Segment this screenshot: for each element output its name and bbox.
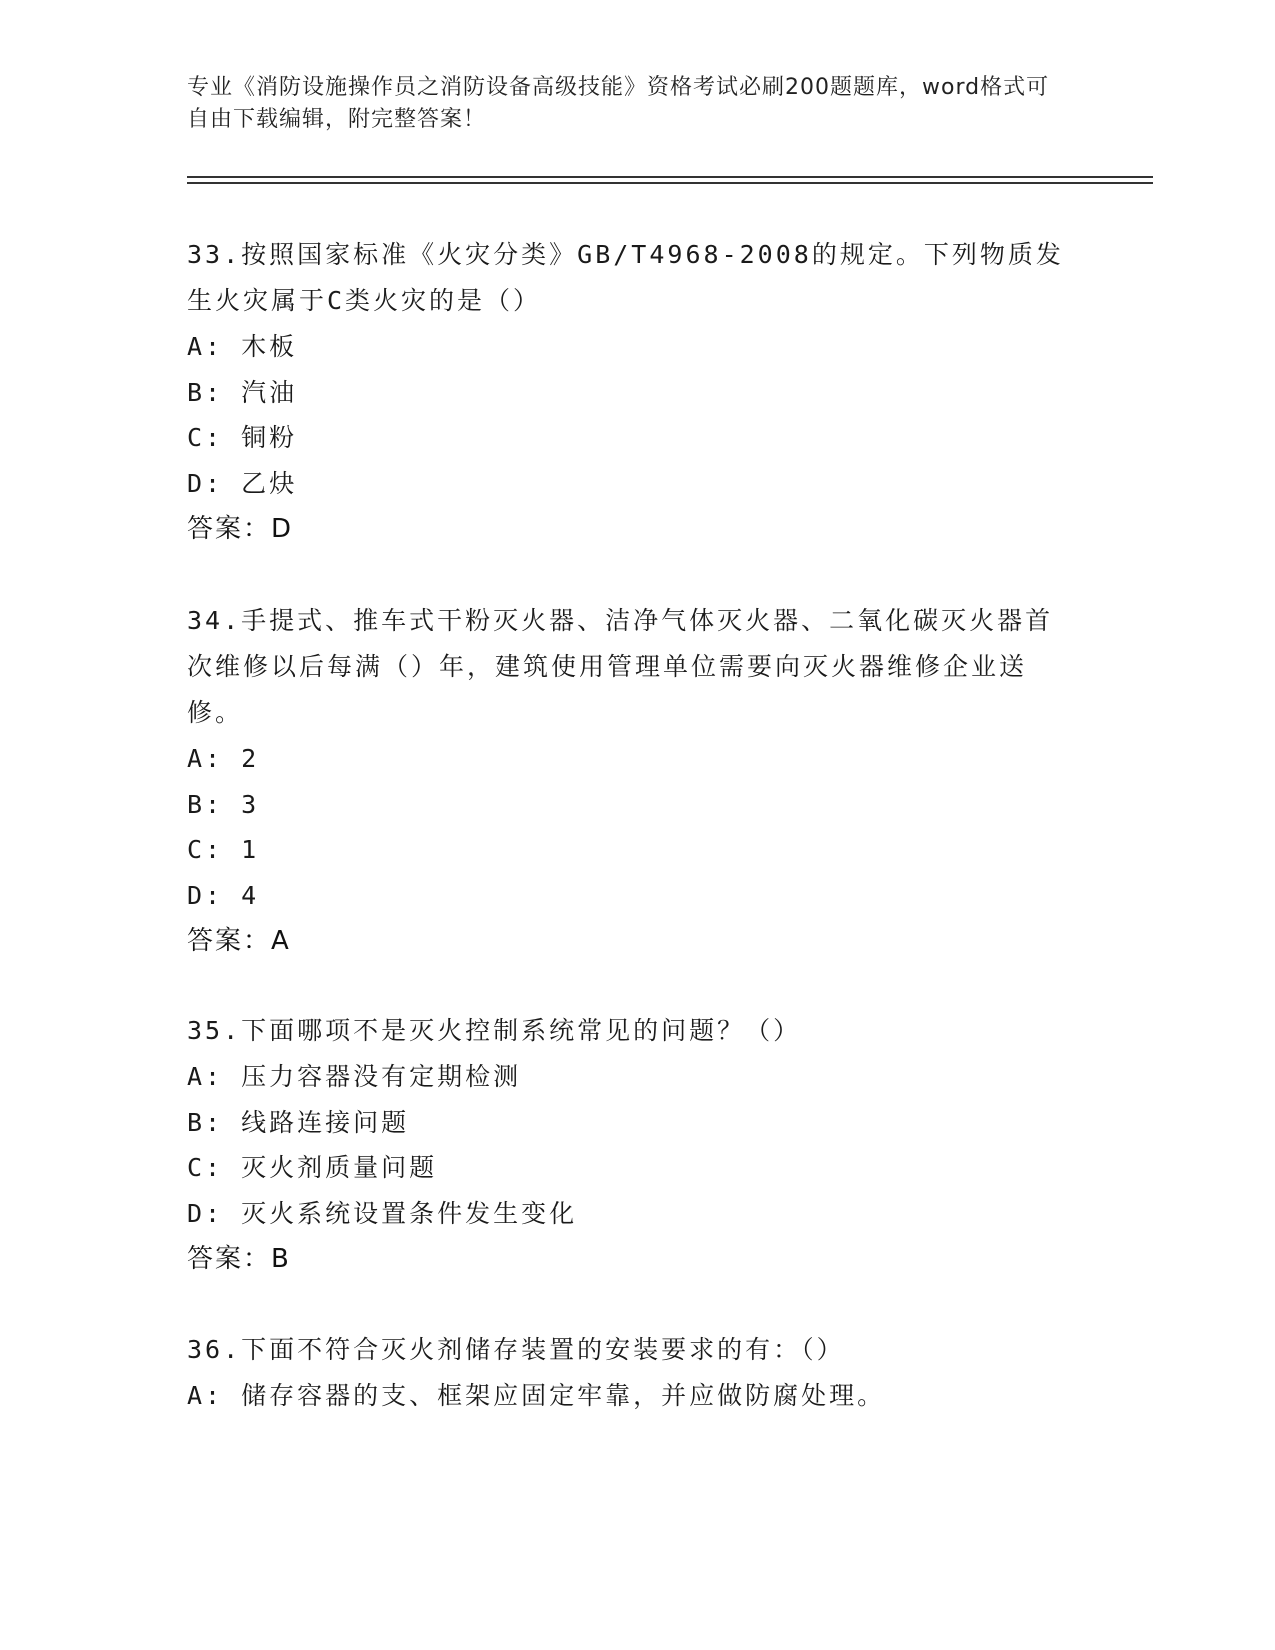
option-d — [187, 461, 1067, 507]
option-text: 3 — [241, 789, 260, 819]
header-text: 专业《消防设施操作员之消防设备高级技能》资格考试必刷200题题库，word格式可自由下载编辑，附完整答案！ — [187, 75, 1050, 132]
option-letter: D: — [187, 468, 224, 498]
option-b — [187, 1100, 1067, 1146]
answer: 答案：B — [187, 1244, 291, 1274]
question-36 — [187, 1327, 1067, 1419]
option-letter: A: — [187, 1062, 224, 1091]
question-34 — [187, 598, 1067, 964]
option-letter: B: — [187, 789, 224, 819]
question-35 — [187, 1008, 1067, 1282]
option-letter: C: — [187, 423, 224, 452]
option-letter: B: — [187, 1107, 224, 1137]
option-d — [187, 1191, 1067, 1237]
header-divider-bottom — [187, 182, 1153, 184]
question-33 — [187, 232, 1067, 552]
header-divider-top — [187, 176, 1153, 178]
option-text: 1 — [241, 835, 260, 864]
option-text: 乙炔 — [241, 468, 298, 498]
option-text: 储存容器的支、框架应固定牢靠，并应做防腐处理。 — [241, 1381, 886, 1410]
option-d — [187, 873, 1067, 919]
option-text: 压力容器没有定期检测 — [241, 1062, 522, 1091]
answer: 答案：A — [187, 926, 291, 956]
option-a — [187, 1054, 1067, 1100]
option-a — [187, 1373, 1067, 1419]
option-c — [187, 1145, 1067, 1191]
option-a — [187, 736, 1067, 782]
option-letter: A: — [187, 744, 224, 773]
option-letter: C: — [187, 1153, 224, 1182]
option-text: 2 — [241, 744, 260, 773]
option-text: 4 — [241, 880, 260, 910]
document-header — [187, 72, 1067, 136]
option-c — [187, 827, 1067, 873]
option-letter: A: — [187, 332, 224, 361]
question-stem: 36.下面不符合灭火剂储存装置的安装要求的有：（） — [187, 1335, 845, 1364]
option-letter: A: — [187, 1381, 224, 1410]
option-text: 汽油 — [241, 377, 298, 407]
option-letter: D: — [187, 1198, 224, 1228]
option-text: 线路连接问题 — [241, 1107, 410, 1137]
option-text: 灭火系统设置条件发生变化 — [241, 1198, 578, 1228]
option-a — [187, 324, 1067, 370]
question-stem: 35.下面哪项不是灭火控制系统常见的问题？（） — [187, 1016, 802, 1045]
option-text: 灭火剂质量问题 — [241, 1153, 438, 1182]
question-stem: 34.手提式、推车式干粉灭火器、洁净气体灭火器、二氧化碳灭火器首次维修以后每满（）年，建筑使用管理单位需要向灭火器维修企业送修。 — [187, 606, 1054, 727]
answer: 答案：D — [187, 514, 294, 544]
option-letter: B: — [187, 377, 224, 407]
option-text: 铜粉 — [241, 423, 298, 452]
option-text: 木板 — [241, 332, 298, 361]
question-stem: 33.按照国家标准《火灾分类》GB/T4968-2008的规定。下列物质发生火灾属于C类火灾的是（） — [187, 240, 1064, 315]
option-b — [187, 782, 1067, 828]
option-c — [187, 415, 1067, 461]
option-letter: C: — [187, 835, 224, 864]
option-letter: D: — [187, 880, 224, 910]
option-b — [187, 370, 1067, 416]
